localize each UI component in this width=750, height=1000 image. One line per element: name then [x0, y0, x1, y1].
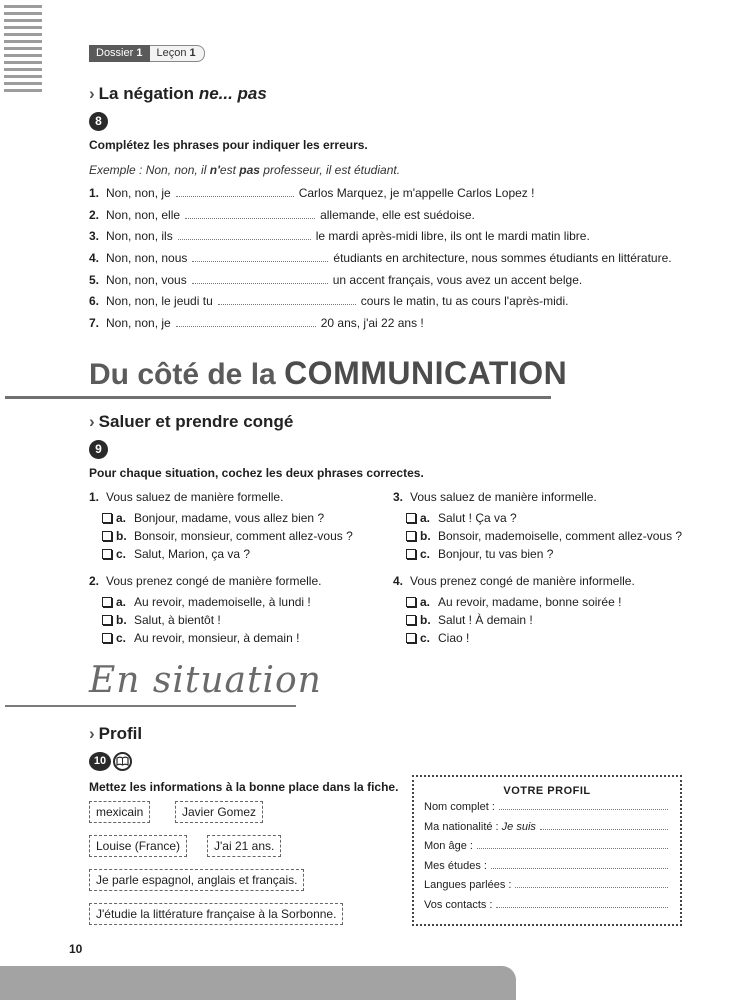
list-item: 5. Non, non, vous un accent français, vous avez un accent belge.: [89, 272, 583, 287]
profile-field[interactable]: Nom complet :: [424, 801, 670, 821]
question-text: 3. Vous saluez de manière informelle.: [393, 490, 597, 504]
checkbox-icon[interactable]: [406, 615, 416, 625]
instruction-text: Complétez les phrases pour indiquer les erreurs.: [89, 138, 368, 152]
word-label[interactable]: Je parle espagnol, anglais et français.: [89, 869, 304, 891]
checkbox-option[interactable]: c. Salut, Marion, ça va ?: [89, 545, 353, 563]
situation-title: En situation: [89, 660, 322, 701]
checkbox-icon[interactable]: [102, 531, 112, 541]
checkbox-option[interactable]: b. Bonsoir, mademoiselle, comment allez-vous ?: [393, 527, 682, 545]
section-divider: [5, 396, 551, 399]
profile-card: [412, 775, 682, 926]
chevron-right-icon: ›: [89, 412, 95, 431]
word-label[interactable]: Louise (France): [89, 835, 187, 857]
list-item: 4. Non, non, nous étudiants en architecture, nous sommes étudiants en littérature.: [89, 251, 672, 266]
negation-list: [89, 186, 709, 338]
checkbox-icon[interactable]: [406, 549, 416, 559]
decorative-stripes: [4, 5, 42, 96]
answer-blank[interactable]: [176, 186, 294, 197]
answer-blank[interactable]: [178, 229, 311, 240]
word-label[interactable]: J'étudie la littérature française à la Sorbonne.: [89, 903, 343, 925]
checkbox-option[interactable]: c. Ciao !: [393, 629, 635, 647]
checkbox-option[interactable]: a. Bonjour, madame, vous allez bien ?: [89, 509, 353, 527]
heading-profil: › Profil: [89, 724, 143, 743]
section-divider: [5, 705, 296, 707]
instruction-text: Pour chaque situation, cochez les deux phrases correctes.: [89, 466, 424, 480]
answer-blank[interactable]: [185, 208, 315, 219]
question-text: 1. Vous saluez de manière formelle.: [89, 490, 284, 504]
checkbox-option[interactable]: a. Salut ! Ça va ?: [393, 509, 682, 527]
profile-field[interactable]: Ma nationalité : Je suis: [424, 821, 670, 841]
checkbox-option[interactable]: b. Salut, à bientôt !: [89, 611, 321, 629]
exercise-number-badge: 8: [89, 112, 108, 131]
checkbox-option[interactable]: b. Bonsoir, monsieur, comment allez-vous ?: [89, 527, 353, 545]
list-item: 3. Non, non, ils le mardi après-midi libre, ils ont le mardi matin libre.: [89, 229, 590, 244]
chevron-right-icon: ›: [89, 84, 95, 103]
checkbox-icon[interactable]: [102, 513, 112, 523]
question-block: [89, 574, 321, 647]
checkbox-icon[interactable]: [102, 597, 112, 607]
exercise-number-badge: 10: [89, 752, 111, 771]
heading-negation: › La négation ne... pas: [89, 84, 267, 103]
communication-title: Du côté de la COMMUNICATION: [89, 355, 568, 391]
word-label[interactable]: J'ai 21 ans.: [207, 835, 281, 857]
checkbox-option[interactable]: b. Salut ! À demain !: [393, 611, 635, 629]
checkbox-icon[interactable]: [102, 549, 112, 559]
instruction-text: Mettez les informations à la bonne place dans la fiche.: [89, 780, 399, 794]
lecon-label: Leçon 1: [150, 45, 204, 62]
word-label[interactable]: mexicain: [89, 801, 150, 823]
checkbox-icon[interactable]: [406, 597, 416, 607]
list-item: 7. Non, non, je 20 ans, j'ai 22 ans !: [89, 316, 424, 331]
answer-blank[interactable]: [192, 273, 328, 284]
profile-field[interactable]: Mon âge :: [424, 840, 670, 860]
checkbox-option[interactable]: c. Au revoir, monsieur, à demain !: [89, 629, 321, 647]
footer-bar: [0, 966, 516, 1000]
profile-field[interactable]: Vos contacts :: [424, 899, 670, 919]
book-icon: [113, 752, 132, 771]
checkbox-option[interactable]: c. Bonjour, tu vas bien ?: [393, 545, 682, 563]
answer-blank[interactable]: [218, 294, 356, 305]
checkbox-icon[interactable]: [406, 531, 416, 541]
checkbox-icon[interactable]: [102, 633, 112, 643]
list-item: 6. Non, non, le jeudi tu cours le matin, tu as cours l'après-midi.: [89, 294, 569, 309]
question-text: 4. Vous prenez congé de manière informelle.: [393, 574, 635, 588]
lesson-tab: [89, 45, 205, 62]
checkbox-icon[interactable]: [102, 615, 112, 625]
exercise-number-badge: 9: [89, 440, 108, 459]
profile-field[interactable]: Mes études :: [424, 860, 670, 880]
answer-blank[interactable]: [192, 251, 328, 262]
dossier-label: Dossier 1: [89, 45, 150, 62]
question-block: [393, 490, 682, 563]
list-item: 1. Non, non, je Carlos Marquez, je m'appelle Carlos Lopez !: [89, 186, 535, 200]
question-text: 2. Vous prenez congé de manière formelle.: [89, 574, 322, 588]
checkbox-icon[interactable]: [406, 633, 416, 643]
question-block: [393, 574, 635, 647]
answer-blank[interactable]: [176, 316, 316, 327]
example-text: Exemple : Non, non, il n'est pas professeur, il est étudiant.: [89, 163, 401, 177]
list-item: 2. Non, non, elle allemande, elle est suédoise.: [89, 207, 475, 222]
chevron-right-icon: ›: [89, 724, 95, 743]
heading-saluer: › Saluer et prendre congé: [89, 412, 294, 431]
profile-field[interactable]: Langues parlées :: [424, 879, 670, 899]
checkbox-option[interactable]: a. Au revoir, madame, bonne soirée !: [393, 593, 635, 611]
question-block: [89, 490, 353, 563]
page-number: 10: [69, 942, 83, 956]
word-label[interactable]: Javier Gomez: [175, 801, 263, 823]
checkbox-option[interactable]: a. Au revoir, mademoiselle, à lundi !: [89, 593, 321, 611]
profile-card-title: VOTRE PROFIL: [503, 785, 591, 797]
checkbox-icon[interactable]: [406, 513, 416, 523]
